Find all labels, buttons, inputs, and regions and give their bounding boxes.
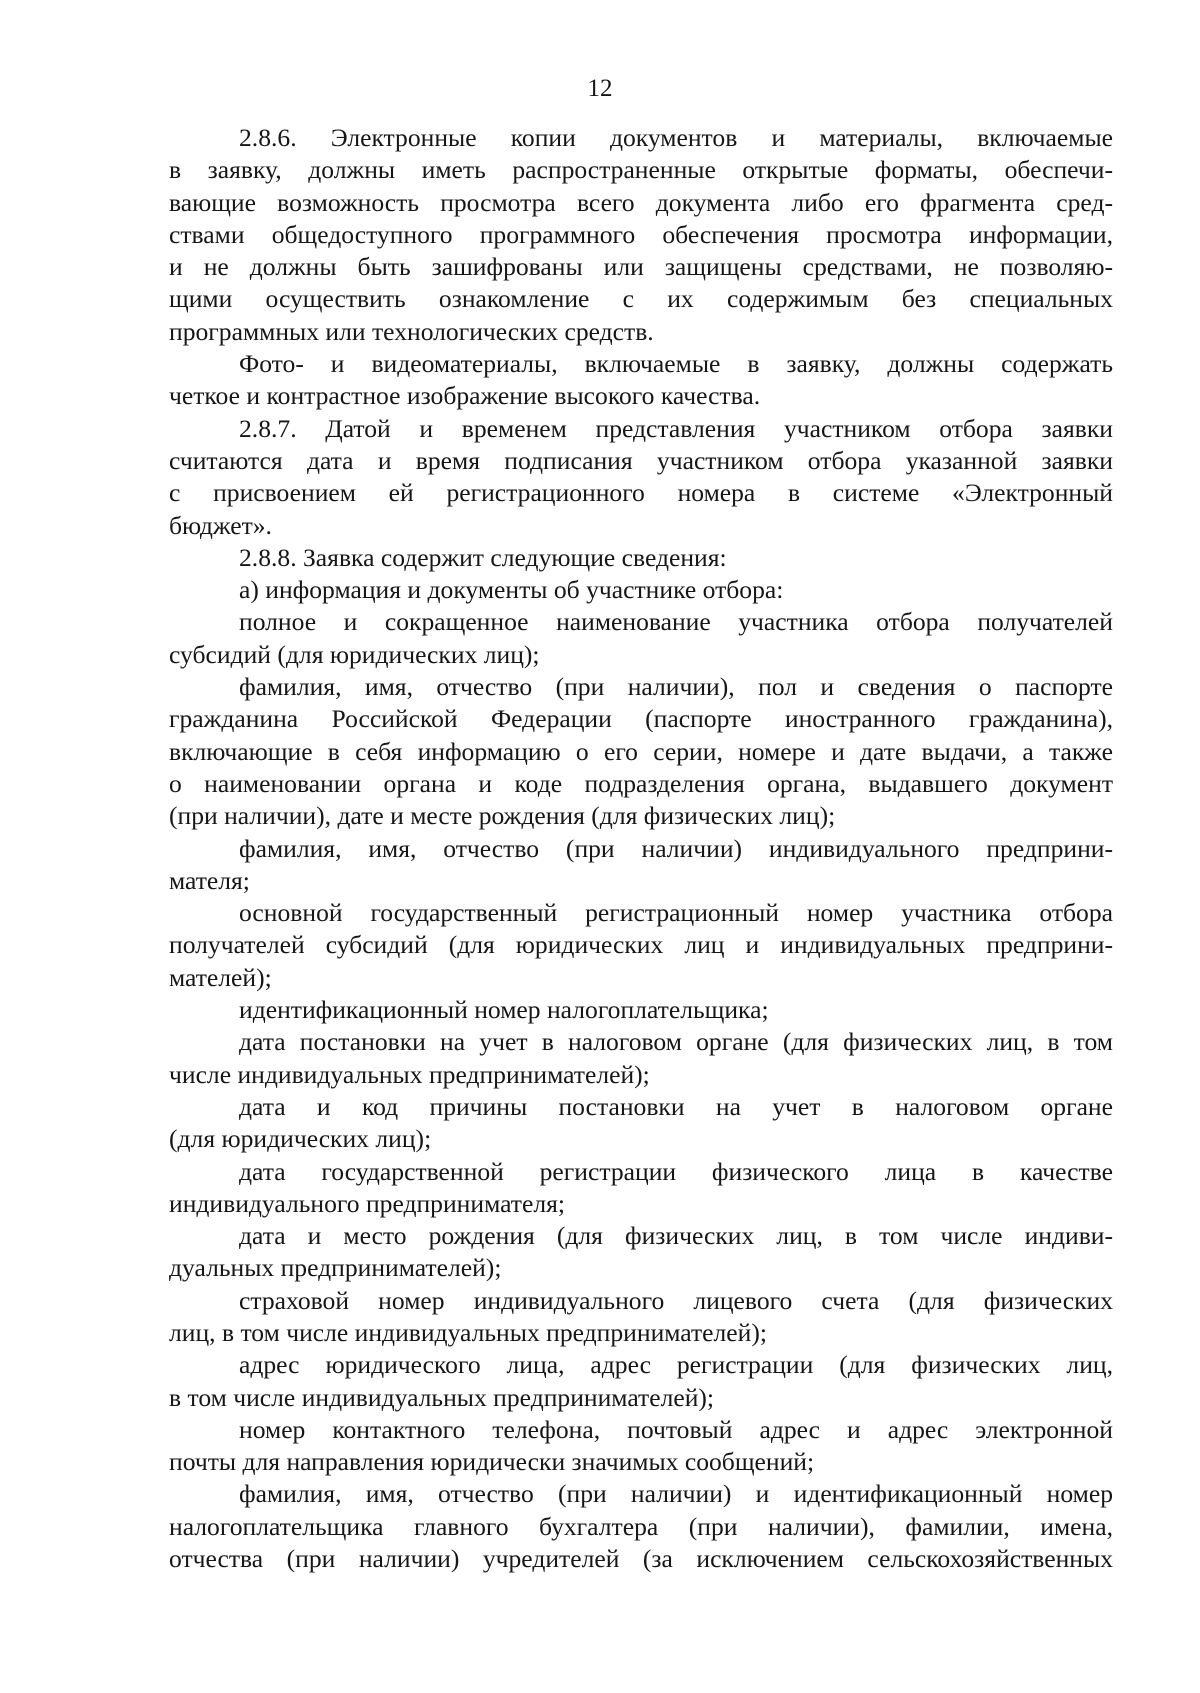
text-line: фамилия, имя, отчество (при наличии) и идентификационный номер: [239, 1479, 1113, 1509]
text-line: субсидий (для юридических лиц);: [169, 639, 540, 669]
text-line: программных или технологических средств.: [169, 316, 654, 346]
text-line: фамилия, имя, отчество (при наличии) индивидуального предприни-: [239, 833, 1113, 863]
text-line: в заявку, должны иметь распространенные открытые форматы, обеспечи-: [169, 155, 1113, 185]
text-line: щими осуществить ознакомление с их содержимым без специальных: [169, 284, 1113, 314]
text-line: мателей);: [169, 962, 272, 992]
text-line: считаются дата и время подписания участником отбора указанной заявки: [169, 445, 1113, 475]
text-line: дата и место рождения (для физических лиц, в том числе индиви-: [239, 1221, 1113, 1251]
text-line: дата государственной регистрации физического лица в качестве: [239, 1156, 1113, 1186]
text-line: основной государственный регистрационный номер участника отбора: [239, 898, 1113, 928]
text-line: фамилия, имя, отчество (при наличии), пол и сведения о паспорте: [239, 672, 1113, 702]
text-line: дуальных предпринимателей);: [169, 1253, 502, 1283]
text-line: вающие возможность просмотра всего документа либо его фрагмента сред-: [169, 187, 1113, 217]
text-line: дата постановки на учет в налоговом органе (для физических лиц, в том: [239, 1027, 1113, 1057]
text-line: ствами общедоступного программного обеспечения просмотра информации,: [169, 219, 1113, 249]
text-line: номер контактного телефона, почтовый адрес и адрес электронной: [239, 1414, 1113, 1444]
text-line: идентификационный номер налогоплательщика;: [239, 995, 769, 1025]
text-line: страховой номер индивидуального лицевого счета (для физических: [239, 1285, 1113, 1315]
text-line: отчества (при наличии) учредителей (за исключением сельскохозяйственных: [169, 1544, 1113, 1574]
text-line: индивидуального предпринимателя;: [169, 1188, 565, 1218]
text-line: с присвоением ей регистрационного номера в системе «Электронный: [169, 478, 1113, 508]
text-line: включающие в себя информацию о его серии, номере и дате выдачи, а также: [169, 736, 1113, 766]
text-line: бюджет».: [169, 510, 272, 540]
text-line: гражданина Российской Федерации (паспорте иностранного гражданина),: [169, 704, 1113, 734]
text-line: лиц, в том числе индивидуальных предпринимателей);: [169, 1317, 767, 1347]
text-line: почты для направления юридически значимых сообщений;: [169, 1447, 815, 1477]
text-line: и не должны быть зашифрованы или защищены средствами, не позволяю-: [169, 252, 1113, 282]
document-body: [169, 122, 1113, 1575]
text-line: 2.8.6. Электронные копии документов и материалы, включаемые: [239, 123, 1113, 152]
text-line: 2.8.8. Заявка содержит следующие сведения:: [239, 542, 727, 572]
text-line: налогоплательщика главного бухгалтера (при наличии), фамилии, имена,: [169, 1511, 1113, 1541]
text-line: (при наличии), дате и месте рождения (для физических лиц);: [169, 801, 836, 831]
text-line: дата и код причины постановки на учет в налоговом органе: [239, 1091, 1113, 1121]
text-line: числе индивидуальных предпринимателей);: [169, 1059, 650, 1089]
text-line: адрес юридического лица, адрес регистрации (для физических лиц,: [239, 1350, 1113, 1380]
text-line: а) информация и документы об участнике отбора:: [239, 575, 784, 605]
page-number: 12: [587, 75, 613, 102]
text-line: получателей субсидий (для юридических лиц и индивидуальных предприни-: [169, 930, 1113, 960]
text-line: о наименовании органа и коде подразделения органа, выдавшего документ: [169, 768, 1113, 798]
text-line: (для юридических лиц);: [169, 1124, 432, 1154]
text-line: 2.8.7. Датой и временем представления участником отбора заявки: [239, 413, 1113, 443]
text-line: мателя;: [169, 865, 250, 895]
text-line: Фото- и видеоматериалы, включаемые в заявку, должны содержать: [239, 349, 1113, 379]
text-line: полное и сокращенное наименование участника отбора получателей: [239, 607, 1113, 637]
text-line: четкое и контрастное изображение высокого качества.: [169, 381, 761, 411]
text-line: в том числе индивидуальных предпринимателей);: [169, 1382, 715, 1412]
